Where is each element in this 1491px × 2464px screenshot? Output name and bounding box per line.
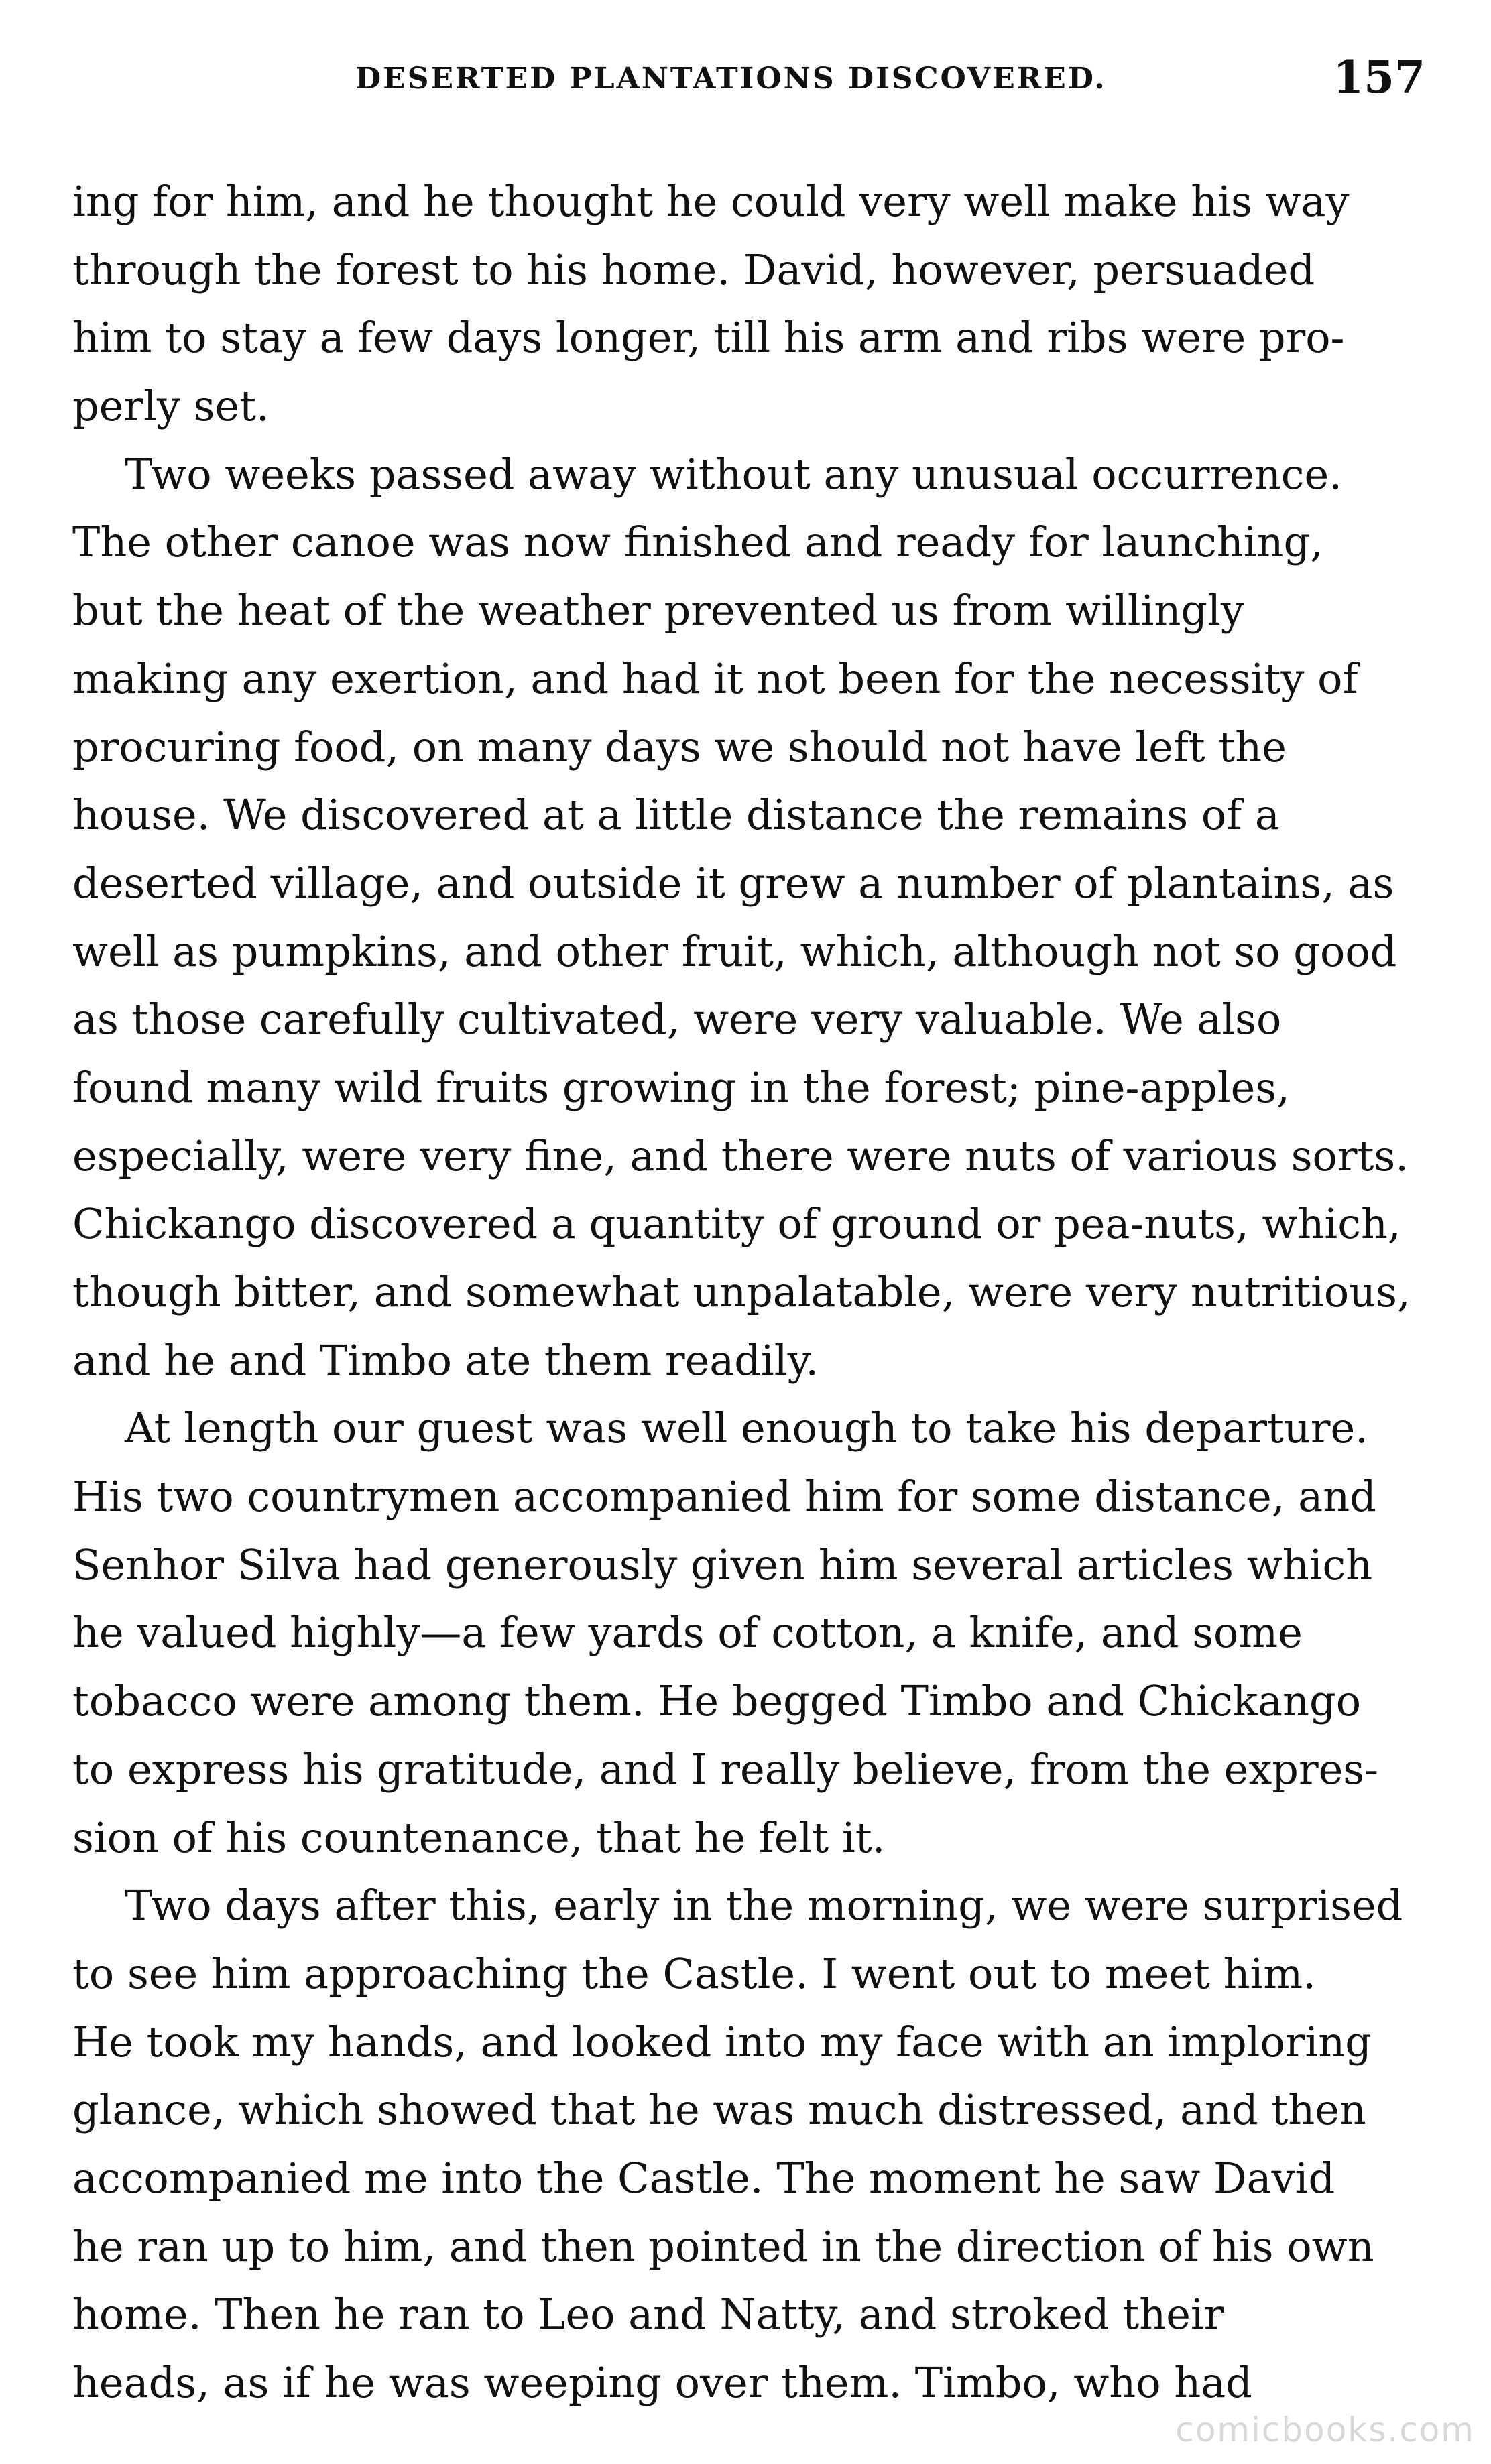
text-line: glance, which showed that he was much distressed, and then (72, 2085, 1366, 2135)
text-line: and he and Timbo ate them readily. (72, 1335, 819, 1385)
paragraph-start-line: Two days after this, early in the morning, we were surprised (125, 1881, 1403, 1930)
text-line: house. We discovered at a little distance the remains of a (72, 790, 1280, 840)
text-line: through the forest to his home. David, however, persuaded (72, 245, 1315, 294)
text-line: making any exertion, and had it not been for the necessity of (72, 654, 1358, 703)
paragraph-start-line: Two weeks passed away without any unusual occurrence. (125, 449, 1342, 499)
text-line: though bitter, and somewhat unpalatable, were very nutritious, (72, 1268, 1411, 1316)
running-head: DESERTED PLANTATIONS DISCOVERED. (355, 62, 1107, 96)
text-line: ing for him, and he thought he could very well make his way (72, 177, 1350, 226)
text-line: heads, as if he was weeping over them. Timbo, who had (72, 2358, 1252, 2407)
text-line: he ran up to him, and then pointed in the direction of his own (72, 2221, 1374, 2271)
text-line: found many wild fruits growing in the forest; pine-apples, (72, 1062, 1290, 1112)
text-line: to see him approaching the Castle. I went out to meet him. (72, 1949, 1316, 1998)
text-line: accompanied me into the Castle. The moment he saw David (72, 2153, 1335, 2203)
text-line: perly set. (72, 381, 270, 431)
watermark: comicbooks.com (1175, 2410, 1475, 2449)
text-line: as those carefully cultivated, were very valuable. We also (72, 995, 1282, 1044)
text-line: Senhor Silva had generously given him several articles which (72, 1540, 1373, 1589)
text-line: His two countrymen accompanied him for some distance, and (72, 1472, 1376, 1522)
text-line: home. Then he ran to Leo and Natty, and stroked their (72, 2290, 1224, 2339)
text-line: well as pumpkins, and other fruit, which, although not so good (72, 926, 1397, 976)
text-line: deserted village, and outside it grew a number of plantains, as (72, 858, 1394, 908)
text-line: he valued highly—a few yards of cotton, a knife, and some (72, 1608, 1303, 1658)
text-line: him to stay a few days longer, till his arm and ribs were pro- (72, 313, 1345, 363)
text-line: to express his gratitude, and I really believe, from the expres- (72, 1744, 1379, 1794)
paragraph-start-line: At length our guest was well enough to take his departure. (125, 1404, 1368, 1453)
text-line: procuring food, on many days we should not have left the (72, 722, 1287, 772)
text-line: tobacco were among them. He begged Timbo and Chickango (72, 1676, 1362, 1726)
text-line: sion of his countenance, that he felt it. (72, 1812, 886, 1862)
page-number: 157 (1333, 51, 1425, 103)
text-line: but the heat of the weather prevented us from willingly (72, 586, 1244, 635)
text-line: He took my hands, and looked into my face with an imploring (72, 2017, 1372, 2067)
text-line: Chickango discovered a quantity of ground or pea-nuts, which, (72, 1199, 1401, 1249)
text-line: especially, were very fine, and there were nuts of various sorts. (72, 1131, 1409, 1180)
body-text (72, 168, 1419, 2417)
text-line: The other canoe was now finished and ready for launching, (72, 517, 1323, 567)
